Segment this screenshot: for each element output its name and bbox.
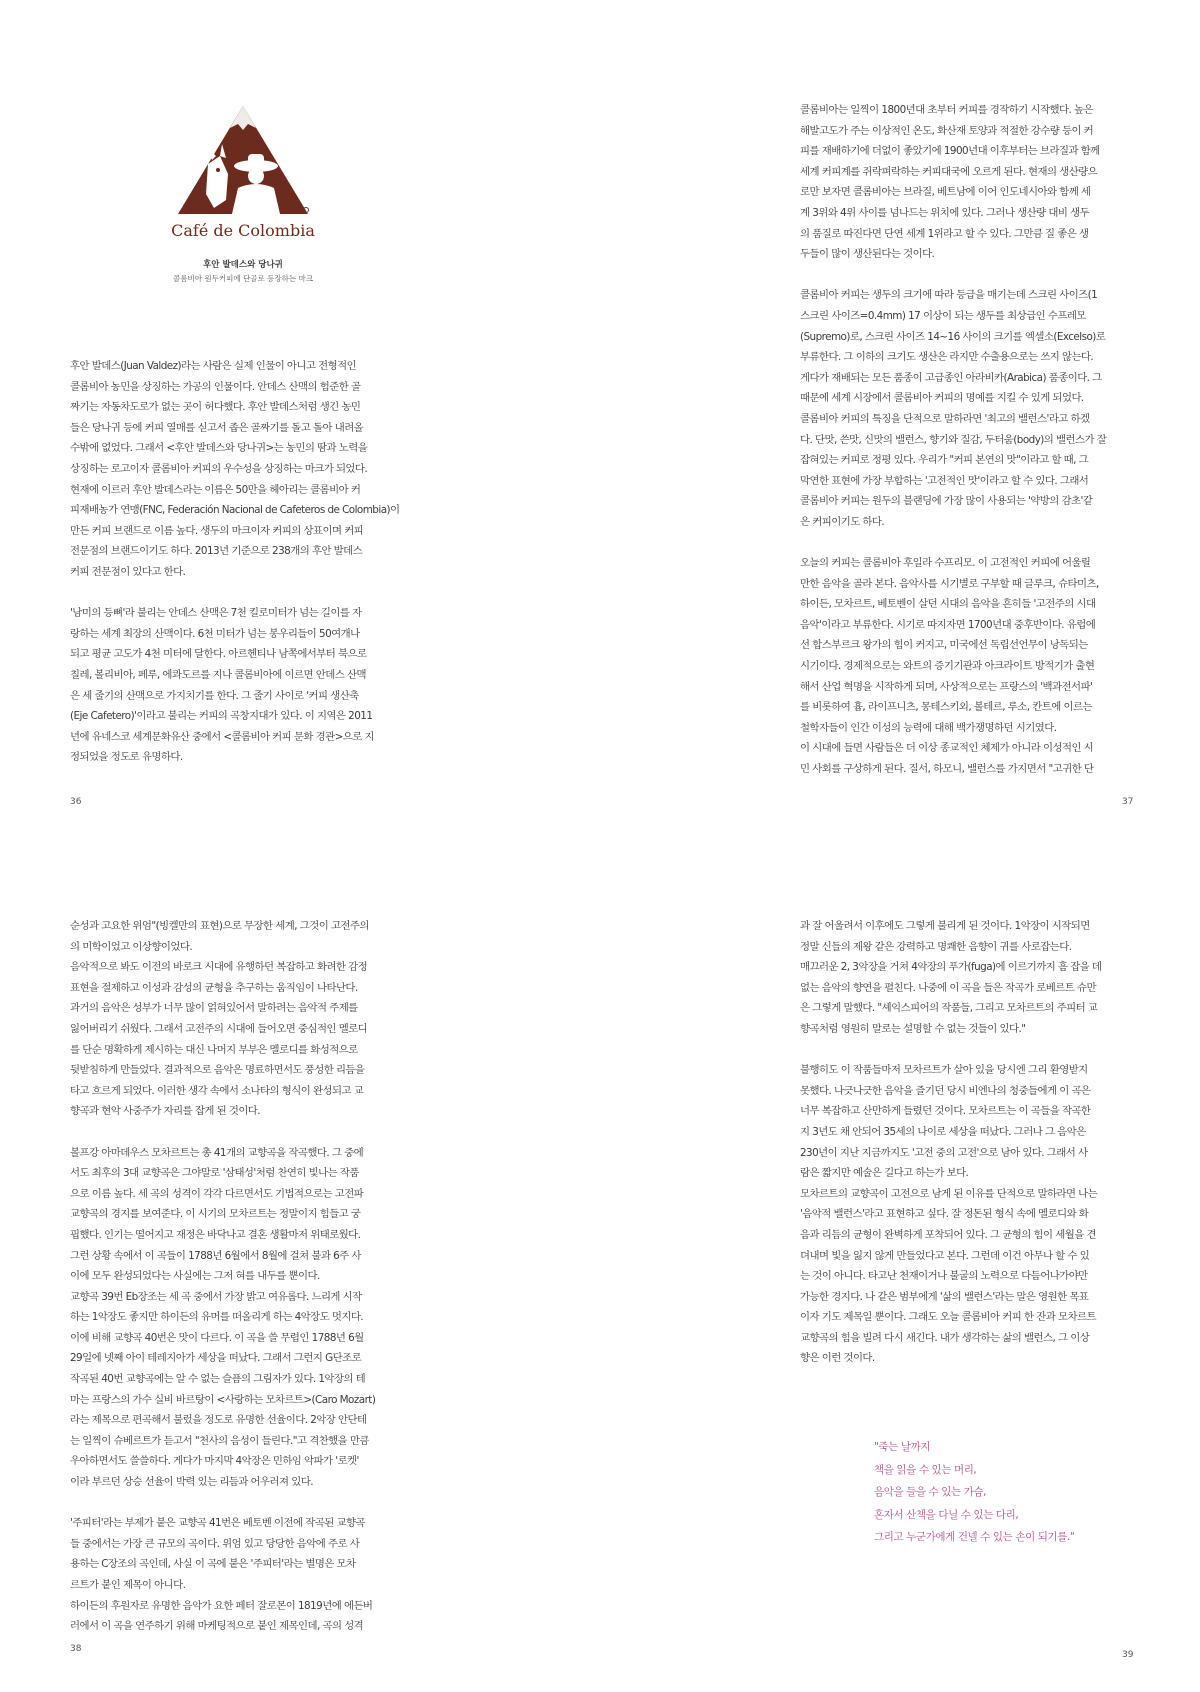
text-line: 음악'이라고 부류한다. 시기로 따지자면 1700년대 중후반이다. 유럽에 xyxy=(800,618,1096,631)
text-line: 콜롬비아 커피는 생두의 크기에 따라 등급을 매기는데 스크린 사이즈(1 xyxy=(800,289,1098,302)
text-line: 교향곡 39번 Eb장조는 세 곡 중에서 가장 밝고 여유롭다. 느리게 시작 xyxy=(70,1290,362,1303)
quote-line: 책을 읽을 수 있는 머리, xyxy=(874,1463,977,1476)
text-line: 이라 부르던 상승 선율이 박력 있는 리듬과 어우러져 있다. xyxy=(70,1476,313,1489)
paragraph-gap xyxy=(70,1122,410,1143)
quote-line: 음악을 들을 수 있는 가슴, xyxy=(874,1486,987,1498)
paragraph-gap xyxy=(800,532,1140,553)
text-line: 잃어버리기 쉬웠다. 그래서 고전주의 시대에 들어오면 중심적인 멜로디 xyxy=(70,1022,368,1035)
text-line: '주피터'라는 부제가 붙은 교향곡 41번은 베토벤 이전에 작곡된 교향곡 xyxy=(70,1517,365,1530)
caption-title: 후안 발데스와 당나귀 xyxy=(203,260,283,270)
text-line: 해발고도가 주는 이상적인 온도, 화산재 토양과 적절한 강수량 등이 커 xyxy=(800,124,1094,137)
page-38-text xyxy=(70,916,410,1637)
text-line: 로만 보자면 콜롬비아는 브라질, 베트남에 이어 인도네시아와 함께 세 xyxy=(800,186,1091,199)
text-line: 이에 모두 완성되었다는 사실에는 그저 혀를 내두를 뿐이다. xyxy=(70,1270,320,1283)
text-line: 막연한 표현에 가장 부합하는 '고전적인 맛'이라고 할 수 있다. 그래서 xyxy=(800,474,1089,487)
quote-line: "죽는 날까지 xyxy=(874,1441,931,1453)
text-line: 향곡처럼 영원히 말로는 설명할 수 없는 것들이 있다." xyxy=(800,1022,1026,1035)
text-line: 우아하면서도 쓸쓸하다. 게다가 마지막 4악장은 민하임 악파가 '로켓' xyxy=(70,1455,359,1468)
text-line: 교향곡의 힘을 빌려 다시 새긴다. 내가 생각하는 삶의 밸런스, 그 이상 xyxy=(800,1331,1090,1344)
text-line: 가능한 경지다. 나 같은 범부에게 '삶의 밸런스'라는 말은 영원한 목표 xyxy=(800,1290,1089,1303)
page-36-text xyxy=(70,356,410,768)
text-line: 향곡과 현악 사중주가 자리를 잡게 된 것이다. xyxy=(70,1105,261,1118)
text-line: 를 단순 명확하게 제시하는 대신 나머지 부부은 멜로디를 화성적으로 xyxy=(70,1043,358,1056)
text-line: 너무 복잡하고 산만하게 들렸던 것이다. 모차르트는 이 곡들을 작곡한 xyxy=(800,1105,1091,1118)
text-line: 교향곡의 경지를 보여준다. 이 시기의 모차르트는 정말이지 힘들고 궁 xyxy=(70,1208,361,1221)
text-line: 230년이 지난 지금까지도 '고전 중의 고전'으로 남아 있다. 그래서 사 xyxy=(800,1146,1088,1159)
text-line: 콜롬비아 농민을 상징하는 가공의 인물이다. 안데스 산맥의 험준한 골 xyxy=(70,380,361,393)
text-line: 음악적으로 봐도 이전의 바로크 시대에 유행하던 복잡하고 화려한 감정 xyxy=(70,961,368,974)
text-line: 하는 1악장도 좋지만 하이든의 유머를 떠올리게 하는 4악장도 멋지다. xyxy=(70,1311,364,1324)
text-line: 랑하는 세계 최장의 산맥이다. 6천 미터가 넘는 봉우리들이 50여개나 xyxy=(70,627,360,640)
text-line: 뎌내며 빛을 잃지 않게 만들었다고 본다. 그런데 이건 아무나 할 수 있 xyxy=(800,1249,1090,1262)
juan-valdez-mountain-logo-icon xyxy=(168,104,318,244)
page-number-37: 37 xyxy=(1122,797,1134,807)
text-line: 르트가 붙인 제목이 아니다. xyxy=(70,1579,186,1591)
text-line: 들 중에서는 가장 큰 규모의 곡이다. 위엄 있고 당당한 음악에 주로 사 xyxy=(70,1537,360,1550)
logo-caption xyxy=(140,258,346,285)
text-line: 계 3위와 4위 사이를 넘나드는 위치에 있다. 그러나 생산량 대비 생두 xyxy=(800,206,1090,219)
paragraph-gap xyxy=(800,1040,1140,1061)
text-line: 오늘의 커피는 콜롬비아 후일라 수프리모. 이 고전적인 커피에 어울릴 xyxy=(800,557,1091,570)
text-line: 만한 음악을 골라 본다. 음악사를 시기별로 구부할 때 글루크, 슈타미츠, xyxy=(800,577,1099,590)
text-line: 하이든의 후원자로 유명한 음악가 요한 페터 잘로몬이 1819년에 에든버 xyxy=(70,1599,373,1612)
text-line: 용하는 C장조의 곡인데, 사실 이 곡에 붙은 '주피터'라는 별명은 모차 xyxy=(70,1558,356,1571)
pull-quote xyxy=(874,1436,1074,1549)
text-line: '음악적 밸런스'라고 표현하고 싶다. 잘 정돈된 형식 속에 멜로디와 화 xyxy=(800,1208,1089,1221)
text-line: 과 잘 어울려서 이후에도 그렇게 불리게 된 것이다. 1악장이 시작되면 xyxy=(800,920,1090,932)
text-line: 만든 커피 브랜드로 이름 높다. 생두의 마크이자 커피의 상표이며 커피 xyxy=(70,524,364,537)
text-line: 이 시대에 들면 사람들은 더 이상 종교적인 체제가 아니라 이성적인 시 xyxy=(800,742,1094,755)
text-line: 선 합스부르크 왕가의 힘이 커지고, 미국에선 독립선언무이 낭독되는 xyxy=(800,639,1088,652)
text-line: 의 품질로 따진다면 단연 세계 1위라고 할 수 있다. 그만큼 질 좋은 생 xyxy=(800,227,1089,240)
text-line: 볼프강 아마데우스 모차르트는 총 41개의 교향곡을 작곡했다. 그 중에 xyxy=(70,1146,364,1159)
paragraph-gap xyxy=(70,1493,410,1514)
text-line: 커피 전문점이 있다고 한다. xyxy=(70,565,186,578)
page-number-38: 38 xyxy=(70,1644,82,1654)
text-line: (Supremo)로, 스크린 사이즈 14~16 사이의 크기를 엑셀소(Excelso)로 xyxy=(800,330,1106,343)
text-line: 으로 이름 높다. 세 곡의 성격이 각각 다르면서도 기법적으로는 고전파 xyxy=(70,1187,364,1200)
text-line: 수밖에 없었다. 그래서 <후안 발데스와 당나귀>는 농민의 땀과 노력을 xyxy=(70,442,368,455)
text-line: 되고 평균 고도가 4천 미터에 달한다. 아르헨티나 남쪽에서부터 북으로 xyxy=(70,648,367,661)
text-line: 의 미학이었고 이상향이었다. xyxy=(70,940,193,953)
page-number-39: 39 xyxy=(1122,1650,1134,1660)
text-line: 칠레, 볼리비아, 페루, 에콰도르를 지나 콜롬비아에 이르면 안데스 산맥 xyxy=(70,668,366,681)
text-line: 는 일찍이 슈베르트가 듣고서 "천사의 음성이 들린다."고 격찬했을 만큼 xyxy=(70,1434,369,1447)
text-line: 콜롬비아 커피는 원두의 블랜딩에 가장 많이 사용되는 '약방의 감초'같 xyxy=(800,495,1093,508)
text-line: 시기이다. 경제적으로는 와트의 증기기관과 아크라이트 방적기가 출현 xyxy=(800,660,1095,673)
text-line: 게다가 재배되는 모든 품종이 고급종인 아라비카(Arabica) 품종이다. 그 xyxy=(800,371,1102,384)
quote-line: 그리고 누군가에게 건넬 수 있는 손이 되기를." xyxy=(874,1531,1075,1543)
text-line: 이에 비해 교향곡 40번은 맛이 다르다. 이 곡을 쓸 무렵인 1788년 6월 xyxy=(70,1331,364,1344)
text-line: 스크린 사이즈=0.4mm) 17 이상이 되는 생두를 최상급인 수프레모 xyxy=(800,309,1086,322)
quote-line: 혼자서 산책을 다닐 수 있는 다리, xyxy=(874,1508,1019,1521)
text-line: 표현을 절제하고 이성과 감성의 균형을 추구하는 움직임이 나타난다. xyxy=(70,981,358,994)
text-line: 상징하는 로고이자 콜롬비아 커피의 우수성을 상징하는 마크가 되었다. xyxy=(70,462,368,475)
paragraph-gap xyxy=(800,265,1140,286)
text-line: '남미의 등뼈'라 불리는 안데스 산맥은 7천 킬로미터가 넘는 길이를 자 xyxy=(70,607,362,620)
text-line: 하이든, 모차르트, 베토벤이 살던 시대의 음악을 흔히들 '고전주의 시대 xyxy=(800,598,1096,611)
text-line: 람은 짧지만 예술은 길다고 하는가 보다. xyxy=(800,1167,969,1180)
text-line: (Eje Cafetero)'이라고 불리는 커피의 곡창지대가 있다. 이 지역은 2011 xyxy=(70,710,373,723)
text-line: 해서 산업 혁명을 시작하게 되며, 사상적으로는 프랑스의 '백과전서파' xyxy=(800,680,1093,693)
text-line: 이자 기도 제목일 뿐이다. 그래도 오늘 콜롬비아 커피 한 잔과 모차르트 xyxy=(800,1311,1096,1324)
text-line: 잡혀있는 커피로 정평 있다. 우리가 "커피 본연의 맛"이라고 할 때, 그 xyxy=(800,454,1089,467)
text-line: 과거의 음악은 성부가 너무 많이 얽혀있어서 말하려는 음악적 주제를 xyxy=(70,1002,358,1015)
text-line: 뒷받침하게 만들었다. 결과적으로 음악은 명료하면서도 풍성한 리듬을 xyxy=(70,1064,365,1077)
text-line: 콜롬비아는 일찍이 1800년대 초부터 커피를 경작하기 시작했다. 높은 xyxy=(800,104,1093,116)
caption-subtitle: 콜롬비아 원두커피에 단골로 등장하는 마크 xyxy=(173,274,313,283)
text-line: 그런 상황 속에서 이 곡들이 1788년 6월에서 8월에 걸쳐 불과 6주 사 xyxy=(70,1249,361,1262)
text-line: 마는 프랑스의 가수 실비 바르탕이 <사랑하는 모차르트>(Caro Mozart) xyxy=(70,1393,376,1406)
page-39-text xyxy=(800,916,1140,1369)
text-line: 순성과 고요한 위엄"(빙켈만의 표현)으로 무장한 세계, 그것이 고전주의 xyxy=(70,920,369,932)
text-line: 피를 재배하기에 더없이 좋았기에 1900년대 이후부터는 브라질과 함께 xyxy=(800,145,1100,158)
text-line: 서도 최후의 3대 교향곡은 그야말로 '삼태성'처럼 찬연히 빛나는 작품 xyxy=(70,1167,359,1180)
text-line: 들은 당나귀 등에 커피 열매를 싣고서 좁은 골짜기를 돌고 돌아 내려올 xyxy=(70,421,364,434)
text-line: 정되었을 정도로 유명하다. xyxy=(70,751,183,764)
text-line: 은 세 줄기의 산맥으로 가지치기를 한다. 그 줄기 사이로 '커피 생산축 xyxy=(70,689,359,702)
text-line: 피재배농가 연맹(FNC, Federación Nacional de Cafeteros de Colombia)이 xyxy=(70,504,400,517)
text-line: 못했다. 나긋나긋한 음악을 즐기던 당시 비엔나의 청중들에게 이 곡은 xyxy=(800,1084,1091,1097)
text-line: 짜기는 자동차도로가 없는 곳이 허다했다. 후안 발데스처럼 생긴 농민 xyxy=(70,401,361,414)
text-line: 다. 단맛, 쓴맛, 신맛의 밸런스, 향기와 질감, 두터움(body)의 밸런스가 잘 xyxy=(800,433,1107,446)
text-line: 는 것이 아니다. 타고난 천재이거나 불굴의 노력으로 다듬어나가야만 xyxy=(800,1270,1088,1283)
text-line: 현재에 이르러 후안 발데스라는 이름은 50만을 헤아리는 콜롬비아 커 xyxy=(70,483,361,496)
paragraph-gap xyxy=(70,583,410,604)
text-line: 부류한다. 그 이하의 크기도 생산은 라지만 수출용으로는 쓰지 않는다. xyxy=(800,351,1094,364)
text-line: 음과 리듬의 균형이 완벽하게 포착되어 있다. 그 균형의 힘이 세월을 견 xyxy=(800,1228,1096,1241)
text-line: 없는 음악의 향연을 펼친다. 나중에 이 곡을 들은 작곡가 로베르트 슈만 xyxy=(800,981,1096,994)
text-line: 29일에 넷째 아이 테레지아가 세상을 떠났다. 그래서 그런지 G단조로 xyxy=(70,1352,362,1365)
text-line: 핍했다. 인기는 떨어지고 재정은 바닥나고 결혼 생활마저 위태로웠다. xyxy=(70,1228,361,1241)
text-line: 매끄러운 2, 3악장을 거쳐 4악장의 푸가(fuga)에 이르기까지 흠 잡을 데 xyxy=(800,961,1102,974)
cafe-de-colombia-logo xyxy=(168,104,318,244)
text-line: 년에 유네스코 세계문화유산 중에서 <콜롬비아 커피 문화 경관>으로 지 xyxy=(70,730,374,743)
text-line: 때문에 세계 시장에서 콜롬비아 커피의 명예를 지킬 수 있게 되었다. xyxy=(800,392,1084,405)
page-37-text xyxy=(800,100,1140,780)
text-line: 를 비롯하여 흄, 라이프니츠, 몽테스키외, 볼테르, 루소, 칸트에 이르는 xyxy=(800,701,1092,714)
text-line: 전문점의 브랜드이기도 하다. 2013년 기준으로 238개의 후안 발데스 xyxy=(70,545,363,558)
text-line: 작곡된 40번 교향곡에는 알 수 없는 슬픔의 그림자가 있다. 1악장의 테 xyxy=(70,1373,366,1386)
text-line: 라는 제목으로 편곡해서 불렀을 정도로 유명한 선율이다. 2악장 안단테 xyxy=(70,1414,367,1427)
text-line: 민 사회를 구상하게 된다. 질서, 하모니, 밸런스를 가지면서 "고귀한 단 xyxy=(800,763,1094,775)
text-line: 콜롬비아 커피의 특징을 단적으로 말하라면 '최고의 밸런스'라고 하겠 xyxy=(800,412,1090,425)
text-line: 정말 신들의 제왕 같은 강력하고 명쾌한 음향이 귀를 사로잡는다. xyxy=(800,940,1072,953)
text-line: 두들이 많이 생산된다는 것이다. xyxy=(800,248,935,261)
text-line: 러에서 이 곡을 연주하기 위해 마케팅적으로 붙인 제목인데, 곡의 성격 xyxy=(70,1620,364,1633)
text-line: 은 커피이기도 하다. xyxy=(800,515,885,528)
text-line: 향은 이런 것이다. xyxy=(800,1352,875,1365)
logo-brand-text: Café de Colombia xyxy=(171,221,315,240)
page-number-36: 36 xyxy=(70,797,82,807)
text-line: 불행히도 이 작품들마저 모차르트가 살아 있을 당시엔 그리 환영받지 xyxy=(800,1064,1088,1077)
text-line: 지 3년도 채 안되어 35세의 나이로 세상을 떠났다. 그러나 그 음악은 xyxy=(800,1125,1086,1138)
text-line: 은 그렇게 말했다. "셰익스피어의 작품들, 그리고 모차르트의 주피터 교 xyxy=(800,1002,1098,1015)
text-line: 타고 흐르게 되었다. 이러한 생각 속에서 소나타의 형식이 완성되고 교 xyxy=(70,1084,364,1097)
text-line: 세계 커피계를 쥐락펴락하는 커피대국에 오르게 된다. 현재의 생산량으 xyxy=(800,165,1098,178)
text-line: 철학자들이 인간 이성의 능력에 대해 백가쟁명하던 시기였다. xyxy=(800,721,1057,734)
text-line: 모차르트의 교향곡이 고전으로 남게 된 이유를 단적으로 말하라면 나는 xyxy=(800,1187,1098,1200)
text-line: 후안 발데스(Juan Valdez)라는 사람은 실제 인물이 아니고 전형적인 xyxy=(70,360,357,372)
